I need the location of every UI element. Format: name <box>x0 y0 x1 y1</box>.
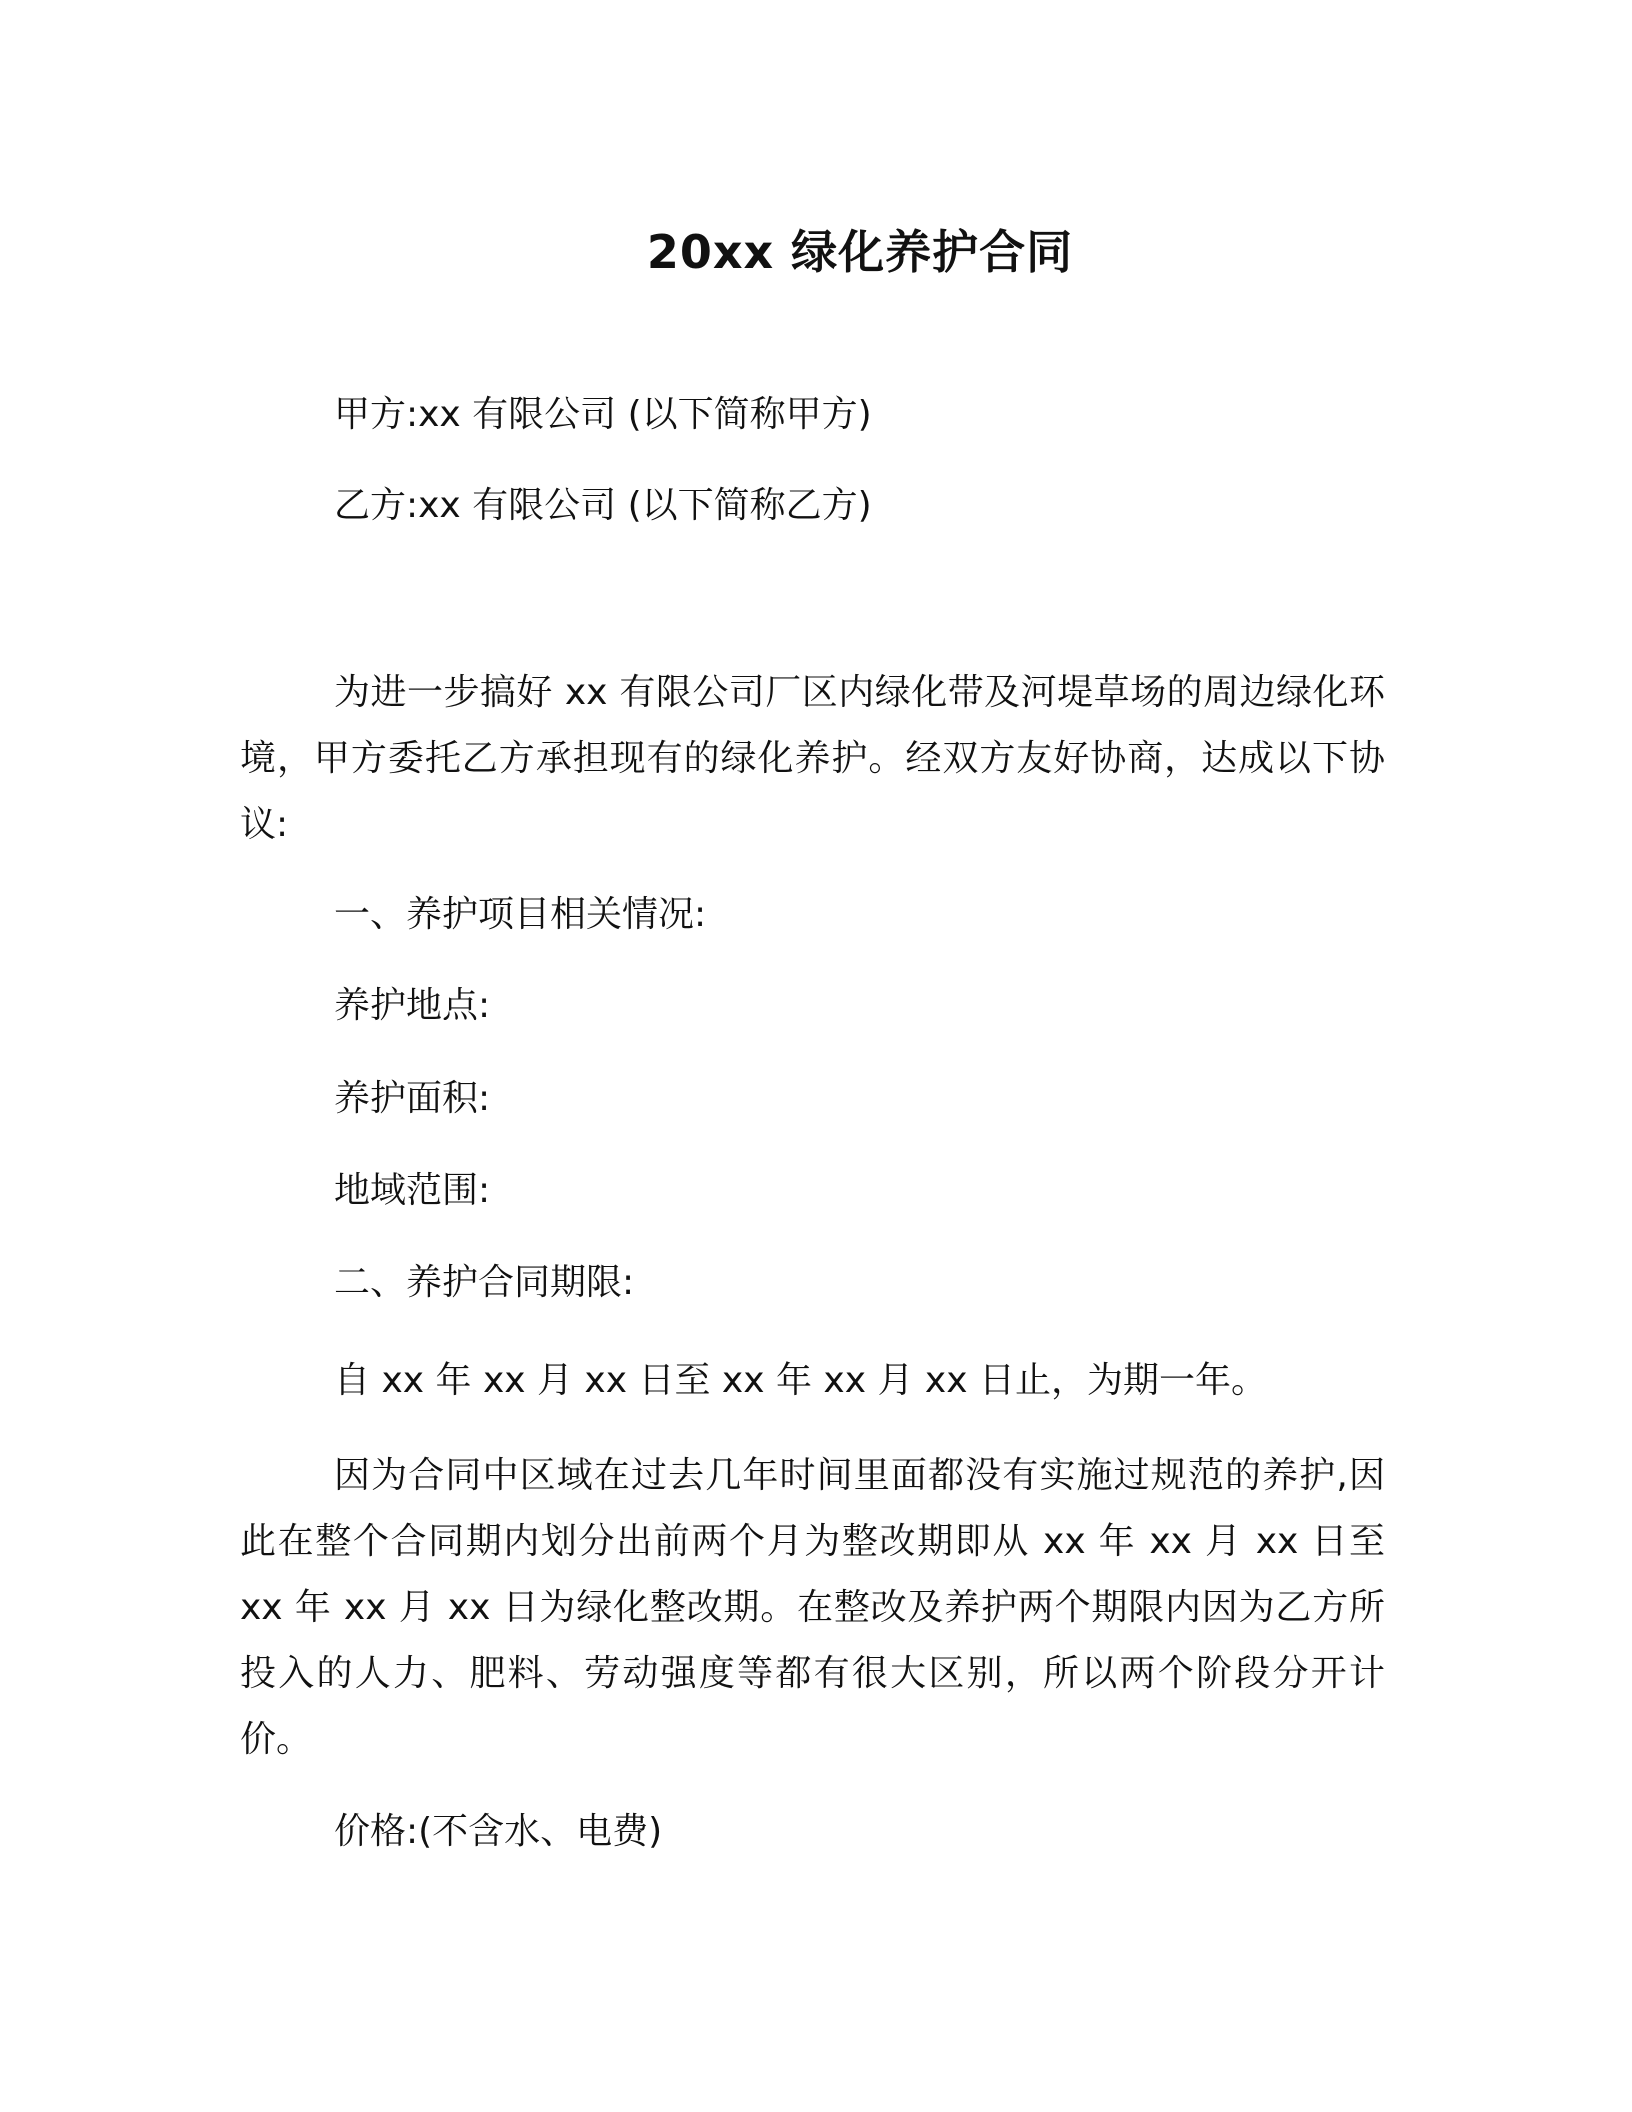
document-title: 20xx 绿化养护合同 <box>646 225 1074 279</box>
party-a: 甲方:xx 有限公司 (以下简称甲方) <box>334 394 872 435</box>
rectification-paragraph: 因为合同中区域在过去几年时间里面都没有实施过规范的养护,因此在整个合同期内划分出前两个月为整改期即从 xx 年 xx 月 xx 日至 xx 年 xx 月 xx 日为绿化整改期。在整改及养护两个期限内因为乙方所投入的人力、肥料、劳动强度等都有很大区别，所以两个阶段分开计价。 <box>240 1455 1385 1760</box>
term-text: 自 xx 年 xx 月 xx 日至 xx 年 xx 月 xx 日止，为期一年。 <box>334 1360 1267 1401</box>
region-label: 地域范围: <box>334 1170 491 1211</box>
section-1-heading: 一、养护项目相关情况: <box>334 894 707 935</box>
intro-paragraph: 为进一步搞好 xx 有限公司厂区内绿化带及河堤草场的周边绿化环境，甲方委托乙方承担现有的绿化养护。经双方友好协商，达成以下协议: <box>240 672 1385 845</box>
party-b: 乙方:xx 有限公司 (以下简称乙方) <box>334 485 872 526</box>
area-label: 养护面积: <box>334 1078 491 1119</box>
site-label: 养护地点: <box>334 985 491 1026</box>
price-line: 价格:(不含水、电费) <box>334 1811 663 1852</box>
section-2-heading: 二、养护合同期限: <box>334 1262 635 1303</box>
